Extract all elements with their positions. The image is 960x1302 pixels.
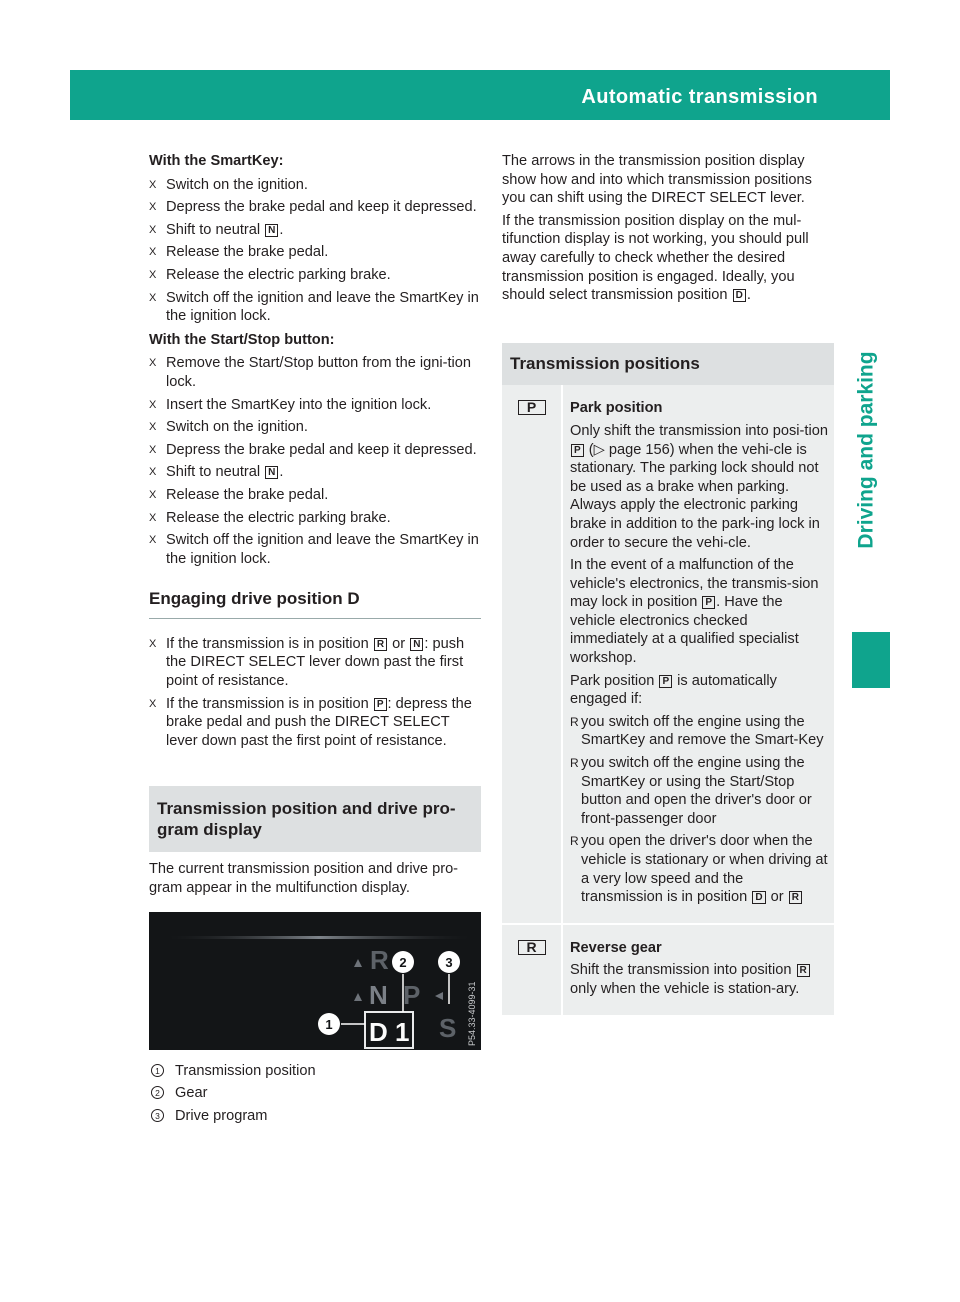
step-arrow-icon: X (149, 357, 157, 370)
park-symbol-icon: P (518, 400, 546, 415)
callout-3-label: 3 (445, 954, 453, 970)
neutral-symbol-icon: N (265, 466, 278, 479)
header-separator (900, 70, 902, 120)
bullet-icon: R (570, 834, 579, 849)
step-arrow-icon: X (149, 697, 157, 710)
table-row (502, 385, 834, 923)
reverse-gear-title: Reverse gear (570, 939, 662, 956)
step: X Shift to neutral N . (149, 464, 284, 481)
step: X Switch on the ignition. (149, 176, 308, 193)
left-column (149, 152, 481, 1125)
gear-d-label: D (369, 1016, 388, 1047)
step-arrow-icon: X (149, 178, 157, 191)
step: X Remove the Start/Stop button from the igni-tion lock. (149, 355, 472, 390)
step-arrow-icon: X (149, 511, 157, 524)
right-column (502, 152, 834, 1015)
step: X Release the electric parking brake. (149, 509, 391, 526)
legend-item: 1 Transmission position (149, 1062, 481, 1081)
neutral-symbol-icon: N (410, 638, 423, 651)
step-arrow-icon: X (149, 223, 157, 236)
startstop-heading: With the Start/Stop button: (149, 331, 335, 348)
list-item: R you open the driver's door when the vehicle is stationary or when driving at a very low speed and the transmission is in position D or R (570, 833, 828, 906)
bullet-icon: R (570, 714, 579, 729)
step-arrow-icon: X (149, 443, 157, 456)
reverse-symbol-icon: R (518, 940, 546, 955)
step: X Switch on the ignition. (149, 419, 308, 436)
display-background (149, 912, 481, 1050)
display-heading: Transmission position and drive pro-gram display (149, 786, 481, 852)
position-symbol-cell (502, 924, 562, 1015)
transmission-positions-heading: Transmission positions (502, 343, 834, 386)
step-arrow-icon: X (149, 488, 157, 501)
position-description-cell (562, 924, 834, 1015)
table-row (502, 924, 834, 1015)
intro-paragraph: If the transmission position display on the mul-tifunction display is not working, you should pull away carefully to check whether the desired transmission position is engaged. Ideally, you should select transmission position D . (502, 212, 809, 304)
page-reference-link[interactable]: ▷ page 156 (593, 441, 670, 458)
park-paragraph: Only shift the transmission into posi-tion P (▷ page 156) when the vehi-cle is stationary. The parking lock should not be used as a brake when parking. Always apply the electronic parking brake in addition to the park-ing lock in order to secure the vehi-cle. (570, 422, 828, 551)
step: X Insert the SmartKey into the ignition lock. (149, 396, 432, 413)
step: X Release the brake pedal. (149, 486, 329, 503)
header-bar (70, 70, 943, 120)
engaging-drive-heading: Engaging drive position D (149, 590, 481, 619)
intro-paragraph: The arrows in the transmission position display show how and into which transmission positions you can shift using the DIRECT SELECT lever. (502, 153, 812, 207)
list-item: R you switch off the engine using the SmartKey and remove the Smart-Key (570, 713, 824, 749)
section-tab-marker (852, 632, 890, 688)
step: X Release the electric parking brake. (149, 266, 391, 283)
drive-symbol-icon: D (733, 289, 746, 302)
drive-symbol-icon: D (752, 891, 765, 904)
park-paragraph: Park position P is automatically engaged if: (570, 672, 777, 708)
legend-number-icon: 1 (151, 1064, 164, 1077)
step: X Switch off the ignition and leave the SmartKey in the ignition lock. (149, 532, 479, 567)
legend-item: 2 Gear (149, 1084, 481, 1103)
current-gear-label: 1 (395, 1016, 410, 1047)
list-item: R you switch off the engine using the SmartKey or using the Start/Stop button and open the driver's door or front-passenger door (570, 755, 812, 827)
step-arrow-icon: X (149, 201, 157, 214)
step-arrow-icon: X (149, 421, 157, 434)
position-description-cell (562, 385, 834, 923)
step: X Release the brake pedal. (149, 244, 329, 261)
reverse-paragraph: Shift the transmission into position R only when the vehicle is station-ary. (570, 961, 828, 998)
step-arrow-icon: X (149, 291, 157, 304)
display-description: The current transmission position and drive pro-gram appear in the multifunction display. (149, 861, 459, 897)
gear-n-label: N (369, 979, 388, 1010)
reverse-symbol-icon: R (797, 964, 810, 977)
neutral-symbol-icon: N (265, 224, 278, 237)
step: X Depress the brake pedal and keep it depressed. (149, 199, 477, 216)
position-symbol-cell (502, 385, 562, 923)
step: X Depress the brake pedal and keep it depressed. (149, 441, 477, 458)
transmission-positions-table (502, 385, 834, 1014)
section-tab-label: Driving and parking (854, 351, 878, 549)
section-tab (852, 300, 882, 600)
park-paragraph: In the event of a malfunction of the vehicle's electronics, the transmis-sion may lock in position P . Have the vehicle electronics checked immediately at a qualified specialist workshop. (570, 557, 819, 667)
step-arrow-icon: X (149, 398, 157, 411)
step: X Switch off the ignition and leave the SmartKey in the ignition lock. (149, 289, 479, 325)
page-number: 145 (914, 89, 943, 108)
step: X Shift to neutral N . (149, 221, 284, 238)
park-symbol-icon: P (571, 444, 584, 457)
step: X If the transmission is in position P : depress the brake pedal and push the DIRECT SELECT lever down past the first point of resistance. (149, 695, 472, 749)
gear-p-label: P (403, 979, 421, 1010)
display-illustration (149, 912, 481, 1050)
multifunction-display-image (149, 912, 481, 1050)
bullet-icon: R (570, 756, 579, 771)
drive-program-label: S (439, 1012, 457, 1043)
step-arrow-icon: X (149, 534, 157, 547)
reverse-symbol-icon: R (374, 638, 387, 651)
step-arrow-icon: X (149, 268, 157, 281)
step-arrow-icon: X (149, 466, 157, 479)
step-arrow-icon: X (149, 637, 157, 650)
gear-r-label: R (370, 944, 389, 975)
smartkey-heading: With the SmartKey: (149, 153, 284, 169)
legend-number-icon: 2 (151, 1086, 164, 1099)
park-symbol-icon: P (374, 698, 387, 711)
callout-2-label: 2 (399, 954, 407, 970)
callout-1-label: 1 (325, 1016, 333, 1032)
display-glow-line (169, 936, 469, 939)
reverse-symbol-icon: R (789, 891, 802, 904)
park-position-title: Park position (570, 400, 663, 417)
legend-item: 3 Drive program (149, 1107, 481, 1126)
chapter-title: Automatic transmission (581, 86, 818, 108)
step-arrow-icon: X (149, 246, 157, 259)
step: X If the transmission is in position R or N : push the DIRECT SELECT lever down past the first point of resistance. (149, 635, 465, 690)
park-symbol-icon: P (702, 596, 715, 609)
image-reference-code: P54.33-4099-31 (467, 981, 477, 1046)
legend-number-icon: 3 (151, 1109, 164, 1122)
park-symbol-icon: P (659, 675, 672, 688)
